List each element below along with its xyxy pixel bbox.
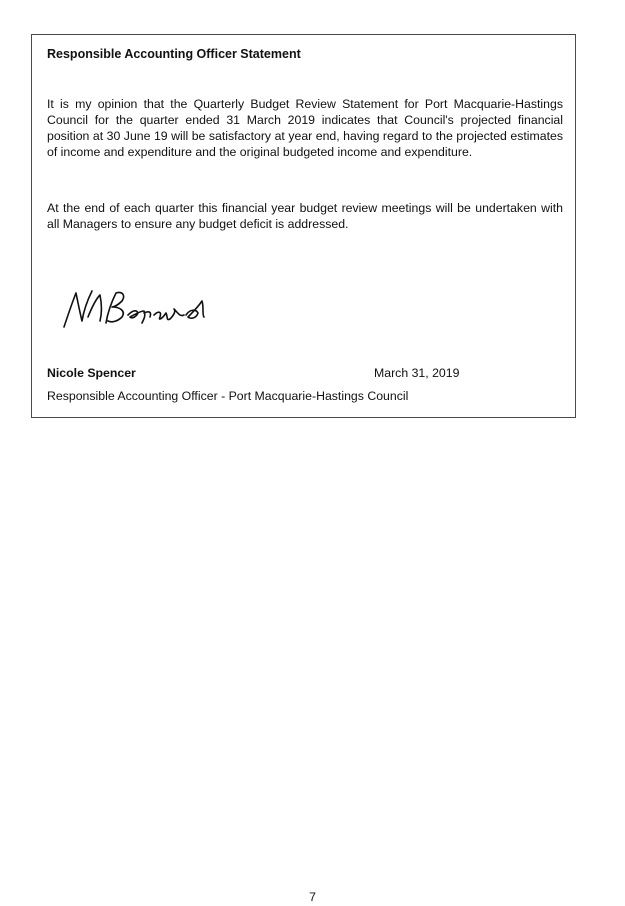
statement-box [31,34,576,418]
opinion-paragraph: It is my opinion that the Quarterly Budget Review Statement for Port Macquarie-Hastings Council for the quarter ended 31 March 2019 indicates that Council's projected financial position at 30 June 19 will be satisfactory at year end, having regard to the projected estimates of income and expenditure and the original budgeted income and expenditure. [47,97,563,159]
handwritten-signature [58,287,218,333]
signature-date: March 31, 2019 [374,366,460,380]
review-paragraph: At the end of each quarter this financial year budget review meetings will be undertaken with all Managers to ensure any budget deficit is addressed. [47,201,563,231]
statement-title: Responsible Accounting Officer Statement [47,47,301,61]
signer-role: Responsible Accounting Officer - Port Macquarie-Hastings Council [47,389,409,403]
page-number: 7 [309,890,316,904]
signer-name: Nicole Spencer [47,366,136,380]
